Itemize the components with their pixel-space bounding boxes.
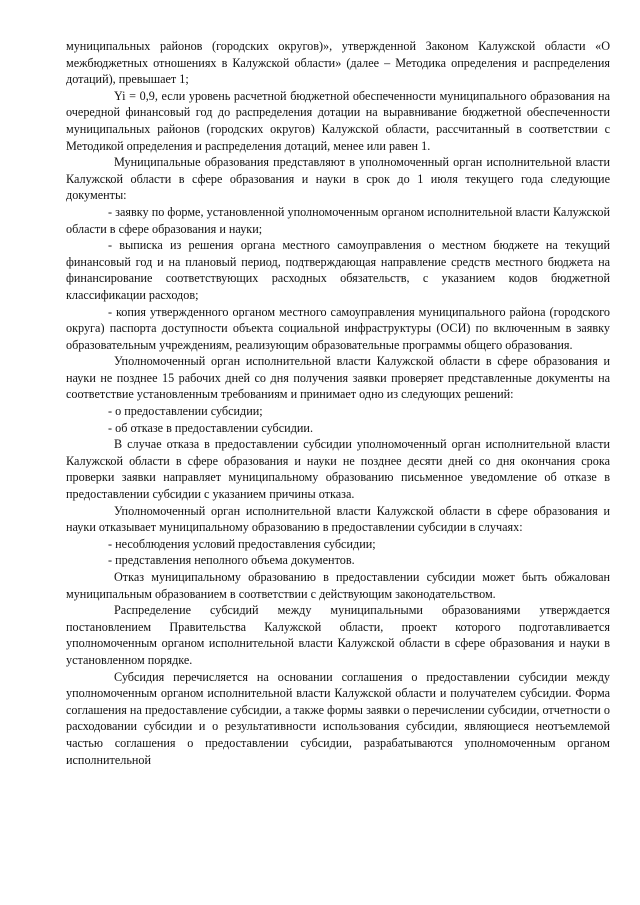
paragraph-refusal-notice: В случае отказа в предоставлении субсидии уполномоченный орган исполнительной власти Калужской области в сфере образования и науки не позднее десяти дней со дня окончания срока проверки заявки направляет муниципальному образованию письменное уведомление об отказе в предоставлении субсидии с указанием причины отказа.: [66, 437, 610, 502]
list-item-incomplete-documents: - представления неполного объема документов.: [108, 553, 355, 568]
list-item-refusal-decision: - об отказе в предоставлении субсидии.: [108, 420, 313, 435]
list-item-conditions-violation: - несоблюдения условий предоставления субсидии;: [108, 536, 376, 551]
list-item-budget-extract: - выписка из решения органа местного самоуправления о местном бюджете на текущий финансовый год и на плановый период, подтверждающая направление средств местного бюджета на финансирование соответствующих расходных обязательств, с указанием кодов бюджетной классификации расходов;: [66, 238, 610, 302]
list-item-application: - заявку по форме, установленной уполномоченным органом исполнительной власти Калужской области в сфере образования и науки;: [66, 204, 610, 236]
list-item-grant-decision: - о предоставлении субсидии;: [108, 404, 263, 419]
document-page: [66, 38, 610, 768]
paragraph-appeal: Отказ муниципальному образованию в предоставлении субсидии может быть обжалован муниципальным образованием в соответствии с действующим законодательством.: [66, 570, 610, 601]
paragraph-refusal-cases: Уполномоченный орган исполнительной власти Калужской области в сфере образования и науки отказывает муниципальному образованию в предоставлении субсидии в случаях:: [66, 503, 610, 535]
paragraph-methodology-reference: муниципальных районов (городских округов)», утвержденной Законом Калужской области «О межбюджетных отношениях в Калужской области» (далее – Методика определения и распределения дотаций), превышает 1;: [66, 39, 610, 87]
list-item-osi-passport: - копия утвержденного органом местного самоуправления муниципального района (городского округа) паспорта доступности объекта социальной инфраструктуры (ОСИ) по включенным в заявку образовательным учреждениям, реализующим образовательные программы общего образования.: [66, 304, 610, 352]
paragraph-yi-coefficient: Yi = 0,9, если уровень расчетной бюджетной обеспеченности муниципального образования на очередной финансовый год до распределения дотации на выравнивание бюджетной обеспеченности муниципальных районов (городских округов) Калужской области, рассчитанный в соответствии с Методикой определения и распределения дотаций, менее или равен 1.: [66, 88, 610, 153]
paragraph-distribution: Распределение субсидий между муниципальными образованиями утверждается постановлением Правительства Калужской области, проект которого подготавливается уполномоченным органом исполнительной власти Калужской области в сфере образования и науки в установленном порядке.: [66, 603, 610, 667]
paragraph-agreement: Субсидия перечисляется на основании соглашения о предоставлении субсидии между уполномоченным органом исполнительной власти Калужской области и получателем субсидии. Форма соглашения на предоставление субсидии, а также формы заявки о перечислении субсидии, отчетности о расходовании субсидии и о результативности использования субсидии, являющиеся неотъемлемой частью соглашения о предоставлении субсидии, разрабатываются уполномоченным органом исполнительной: [66, 669, 610, 767]
paragraph-review-procedure: Уполномоченный орган исполнительной власти Калужской области в сфере образования и науки не позднее 15 рабочих дней со дня получения заявки проверяет представленные документы на соответствие установленным требованиям и принимает одно из следующих решений:: [66, 354, 610, 402]
paragraph-documents-intro: Муниципальные образования представляют в уполномоченный орган исполнительной власти Калужской области в сфере образования и науки в срок до 1 июля текущего года следующие документы:: [66, 155, 610, 203]
